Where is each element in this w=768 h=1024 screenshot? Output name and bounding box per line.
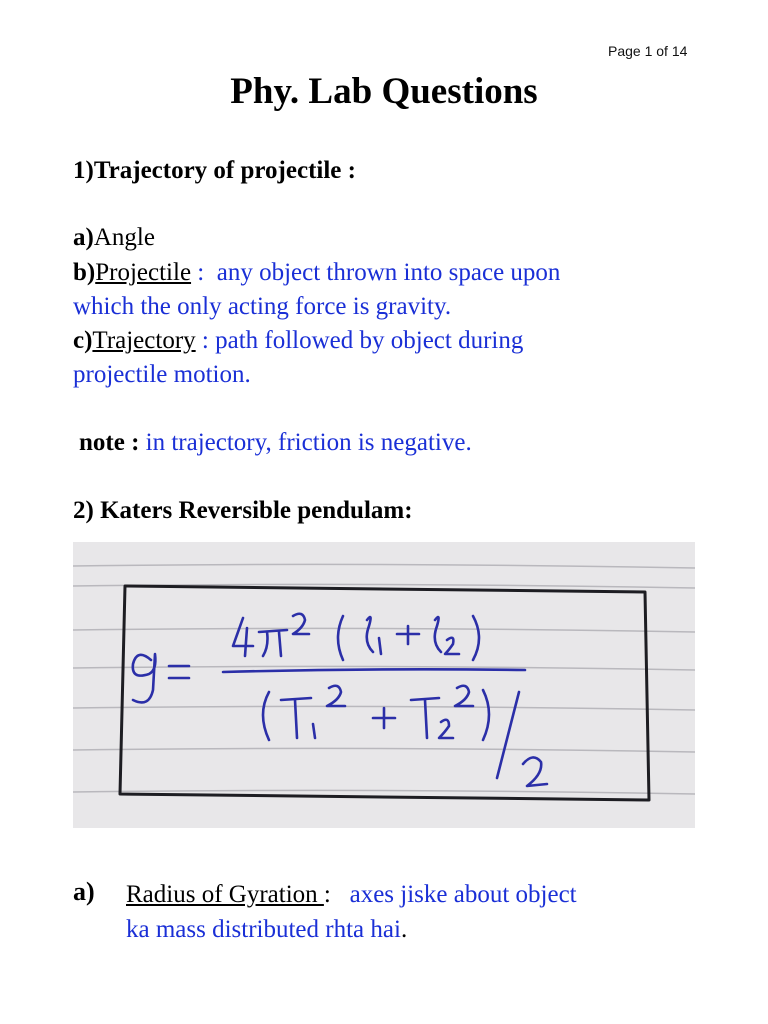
radius-sep: : (323, 881, 331, 908)
formula-photo (73, 542, 695, 828)
radius-label: a) (73, 877, 95, 906)
radius-definition (126, 877, 706, 947)
page-title: Phy. Lab Questions (230, 71, 538, 112)
note-text: in trajectory, friction is negative. (145, 429, 472, 456)
item-b-def-line2: which the only acting force is gravity. (73, 293, 452, 320)
item-c-term: Trajectory (92, 327, 196, 354)
item-a-angle (73, 221, 155, 255)
note (79, 426, 472, 460)
page-indicator: Page 1 of 14 (608, 43, 688, 59)
radius-term: Radius of Gyration (126, 881, 324, 908)
item-c-label: c) (73, 327, 93, 354)
item-b-label: b) (73, 259, 96, 286)
item-c-trajectory (73, 324, 523, 358)
radius-period: . (400, 916, 408, 943)
item-a-label: a) (73, 224, 94, 251)
handwritten-formula (73, 542, 695, 828)
item-a-text: Angle (93, 224, 155, 251)
radius-def-line1: axes jiske about object (349, 881, 577, 908)
section2-heading: 2) Katers Reversible pendulam: (73, 497, 413, 524)
item-b-sep: : (191, 259, 211, 286)
section1-heading: 1)Trajectory of projectile : (73, 157, 356, 184)
radius-def-line2: ka mass distributed rhta hai (126, 916, 401, 943)
item-b-projectile (73, 256, 560, 290)
note-label: note : (79, 429, 140, 456)
item-b-term: Projectile (95, 259, 192, 286)
item-b-def-line1: any object thrown into space upon (216, 259, 561, 286)
item-c-sep: : (195, 327, 216, 354)
radius-of-gyration (73, 877, 703, 957)
item-c-def-line1: path followed by object during (215, 327, 524, 354)
item-c-def-line2: projectile motion. (73, 361, 251, 388)
